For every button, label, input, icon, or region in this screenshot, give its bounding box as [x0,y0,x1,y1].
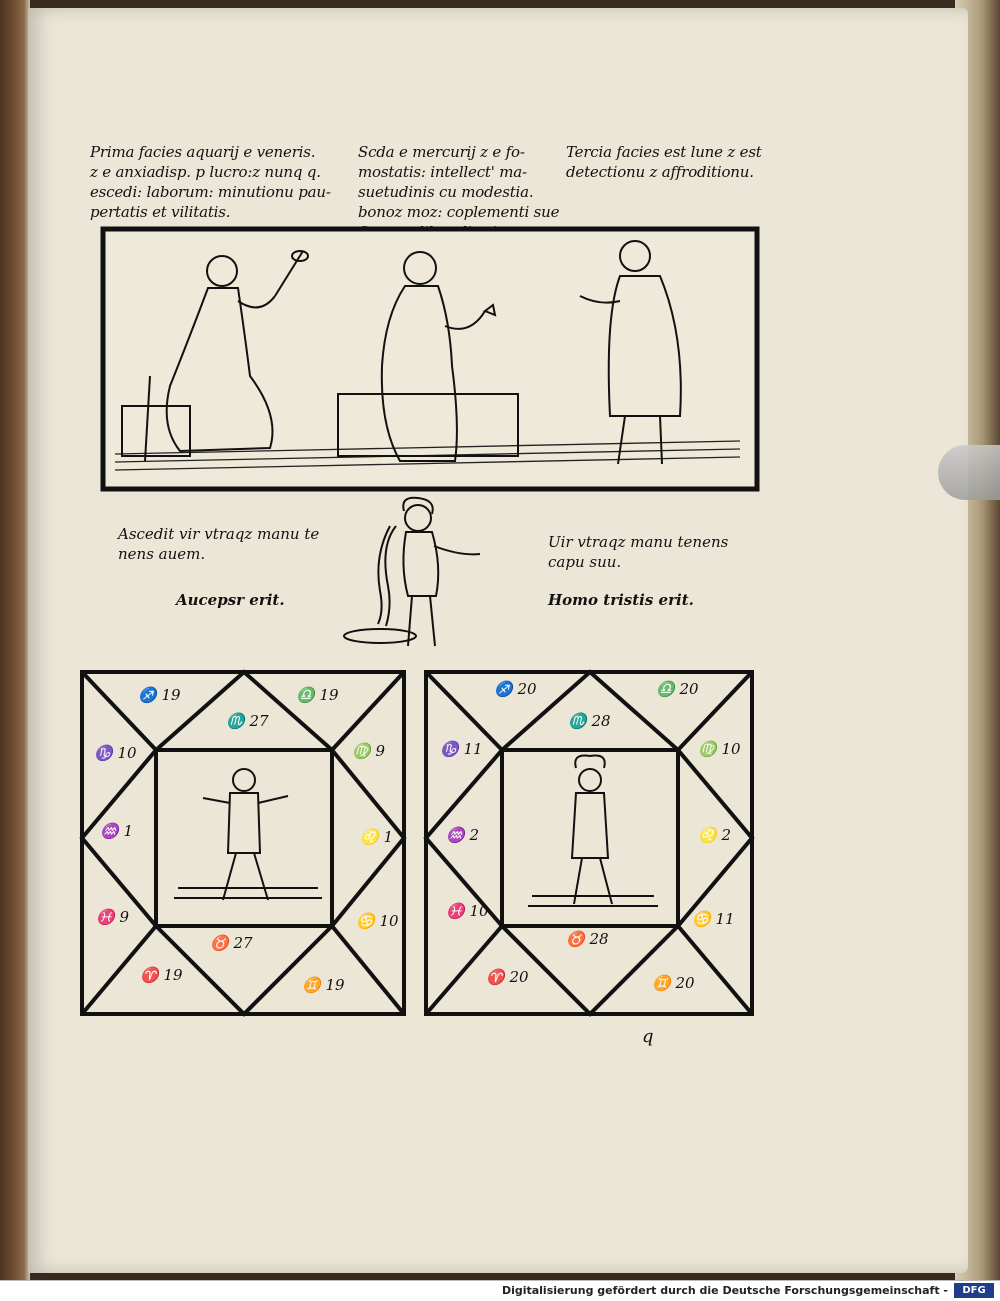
right-chart-bottom-center: ♉ 28 [566,930,609,948]
footer-credit-text: Digitalisierung gefördert durch die Deutsche Forschungsgemeinschaft - [501,1284,948,1297]
book-binding-left [0,0,30,1280]
right-chart-mid-left: ♒ 2 [446,826,479,844]
left-chart-bottom-right: ♊ 19 [302,976,345,994]
text-column-3: Tercia facies est lune z est detectionu z affroditionu. [566,143,762,181]
right-chart-upper-left: ♑ 11 [440,740,483,758]
right-chart-top-right: ♎ 20 [656,680,699,698]
left-chart-bottom-center: ♉ 27 [210,934,253,952]
left-chart-top-right: ♎ 19 [296,686,339,704]
left-chart-mid-left: ♒ 1 [100,822,133,840]
signature-mark: q [642,1026,654,1047]
left-chart-upper-right: ♍ 9 [352,742,385,760]
left-chart-top-left: ♐ 19 [138,686,181,704]
dfg-logo-icon: DFG [954,1283,994,1298]
left-chart-bottom-left: ♈ 19 [140,966,183,984]
woodcut-three-figures [100,226,760,492]
caption-left: Ascedit vir vtraqz manu te nens auem. [118,525,320,563]
caption-left-sub: Aucepsr erit. [176,591,285,609]
right-chart-top-center: ♏ 28 [568,712,611,730]
right-chart-bottom-right: ♊ 20 [652,974,695,992]
right-chart-top-left: ♐ 20 [494,680,537,698]
left-chart-top-center: ♏ 27 [226,712,269,730]
right-chart-bottom-left: ♈ 20 [486,968,529,986]
right-chart-upper-right: ♍ 10 [698,740,741,758]
woodcut-aquarius-figure [340,496,490,658]
left-chart-lower-right: ♋ 10 [356,912,399,930]
right-chart-mid-right: ♌ 2 [698,826,731,844]
left-chart-mid-right: ♌ 1 [360,828,393,846]
left-chart-upper-left: ♑ 10 [94,744,137,762]
left-chart-lower-left: ♓ 9 [96,908,129,926]
footer-bar [0,1280,1000,1301]
text-column-1: Prima facies aquarij e veneris. z e anxiadisp. p lucro:z nunq q. escedi: laborum: minutionu pau- pertatis et vilitatis. [90,143,331,221]
caption-right: Uir vtraqz manu tenens capu suu. [548,533,729,571]
caption-right-sub: Homo tristis erit. [548,591,694,609]
right-chart-lower-right: ♋ 11 [692,910,735,928]
right-chart-lower-left: ♓ 10 [446,902,489,920]
text-column-2: Scda e mercurij z e fo- mostatis: intellect' ma- suetudinis cu modestia. bonoz moz: coplementi sue [358,143,560,221]
page-clip [938,445,1000,500]
